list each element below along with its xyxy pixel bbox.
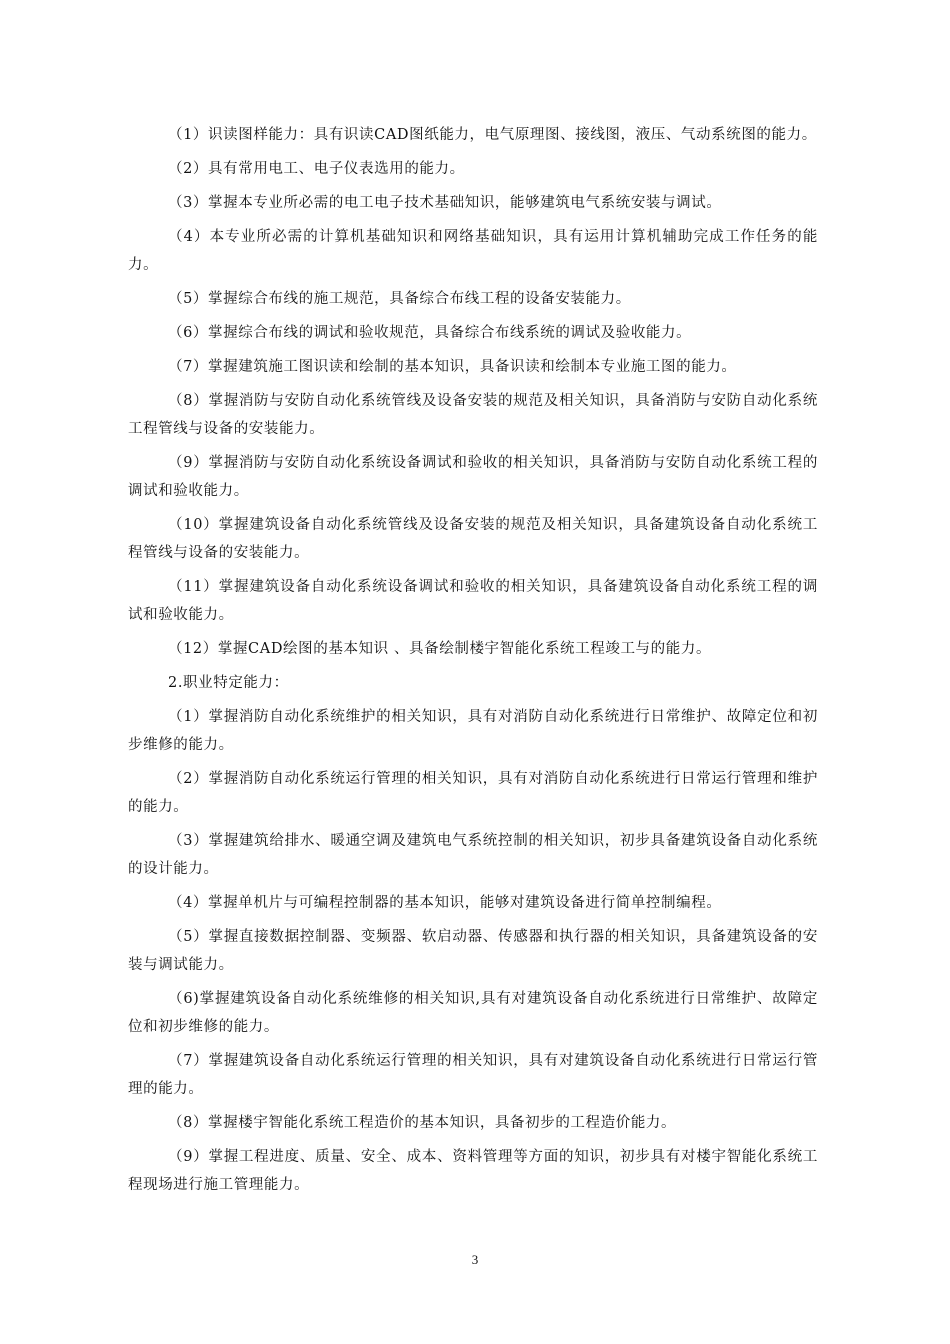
general-item-4: （4）本专业所必需的计算机基础知识和网络基础知识，具有运用计算机辅助完成工作任务的能力。 (128, 229, 818, 273)
page-body (128, 121, 818, 1205)
specific-item-3: （3）掌握建筑给排水、暖通空调及建筑电气系统控制的相关知识，初步具备建筑设备自动化系统的设计能力。 (128, 833, 818, 877)
section-heading-specific-abilities: 2.职业特定能力： (168, 675, 289, 691)
specific-item-4: （4）掌握单机片与可编程控制器的基本知识，能够对建筑设备进行简单控制编程。 (168, 895, 722, 911)
general-item-5: （5）掌握综合布线的施工规范，具备综合布线工程的设备安装能力。 (168, 291, 631, 307)
specific-item-2: （2）掌握消防自动化系统运行管理的相关知识，具有对消防自动化系统进行日常运行管理和维护的能力。 (128, 771, 818, 815)
general-item-9: （9）掌握消防与安防自动化系统设备调试和验收的相关知识，具备消防与安防自动化系统工程的调试和验收能力。 (128, 455, 818, 499)
specific-item-8: （8）掌握楼宇智能化系统工程造价的基本知识，具备初步的工程造价能力。 (168, 1115, 677, 1131)
specific-item-5: （5）掌握直接数据控制器、变频器、软启动器、传感器和执行器的相关知识，具备建筑设备的安装与调试能力。 (128, 929, 818, 973)
general-item-11: （11）掌握建筑设备自动化系统设备调试和验收的相关知识，具备建筑设备自动化系统工程的调试和验收能力。 (128, 579, 818, 623)
specific-item-9: （9）掌握工程进度、质量、安全、成本、资料管理等方面的知识，初步具有对楼宇智能化系统工程现场进行施工管理能力。 (128, 1149, 818, 1193)
specific-item-6: （6)掌握建筑设备自动化系统维修的相关知识,具有对建筑设备自动化系统进行日常维护、故障定位和初步维修的能力。 (128, 991, 818, 1035)
general-item-10: （10）掌握建筑设备自动化系统管线及设备安装的规范及相关知识，具备建筑设备自动化系统工程管线与设备的安装能力。 (128, 517, 818, 561)
general-item-7: （7）掌握建筑施工图识读和绘制的基本知识，具备识读和绘制本专业施工图的能力。 (168, 359, 737, 375)
specific-item-7: （7）掌握建筑设备自动化系统运行管理的相关知识，具有对建筑设备自动化系统进行日常运行管理的能力。 (128, 1053, 818, 1097)
general-item-12: （12）掌握CAD绘图的基本知识 、具备绘制楼宇智能化系统工程竣工与的能力。 (168, 641, 712, 657)
specific-item-1: （1）掌握消防自动化系统维护的相关知识，具有对消防自动化系统进行日常维护、故障定位和初步维修的能力。 (128, 709, 818, 753)
general-item-3: （3）掌握本专业所必需的电工电子技术基础知识，能够建筑电气系统安装与调试。 (168, 195, 722, 211)
general-item-1: （1）识读图样能力：具有识读CAD图纸能力，电气原理图、接线图，液压、气动系统图的能力。 (168, 127, 817, 143)
general-item-6: （6）掌握综合布线的调试和验收规范，具备综合布线系统的调试及验收能力。 (168, 325, 692, 341)
general-item-8: （8）掌握消防与安防自动化系统管线及设备安装的规范及相关知识，具备消防与安防自动化系统工程管线与设备的安装能力。 (128, 393, 818, 437)
page-number: 3 (471, 1252, 479, 1267)
general-item-2: （2）具有常用电工、电子仪表选用的能力。 (168, 161, 465, 177)
